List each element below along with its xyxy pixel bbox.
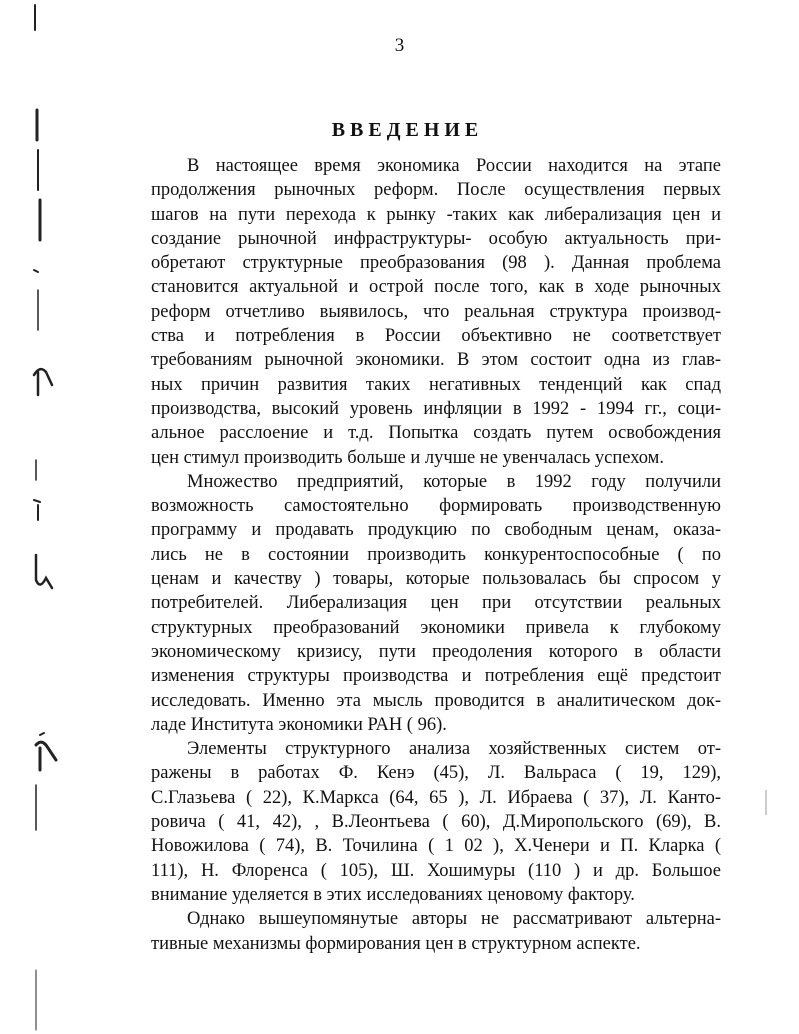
- text-line: ценам и качеству ) товары, которые пользовалась бы спросом у: [151, 569, 721, 590]
- text-line: реформ отчетливо выявилось, что реальная структура производ-: [151, 301, 721, 322]
- text-line: Новожилова ( 74), В. Точилина ( 1 02 ), Х.Ченери и П. Кларка (: [151, 836, 721, 857]
- page-title: ВВЕДЕНИЕ: [331, 119, 484, 141]
- text-line: возможность самостоятельно формировать производственную: [151, 496, 721, 517]
- text-line: обретают структурные преобразования (98 ). Данная проблема: [151, 253, 721, 274]
- text-line: продолжения рыночных реформ. После осуществления первых: [151, 180, 721, 201]
- text-line: исследовать. Именно эта мысль проводится в аналитическом док-: [151, 690, 721, 711]
- body-text: [151, 154, 721, 956]
- text-line: альное расслоение и т.д. Попытка создать путем освобождения: [151, 423, 721, 444]
- text-line: внимание уделяется в этих исследованиях ценовому фактору.: [151, 884, 635, 905]
- text-line: ровича ( 41, 42), , В.Леонтьева ( 60), Д.Миропольского (69), В.: [151, 812, 721, 833]
- text-line: ства и потребления в России объективно не соответствует: [151, 326, 721, 347]
- binding-margin-marks: [0, 0, 80, 1034]
- text-line: требованиям рыночной экономики. В этом состоит одна из глав-: [151, 350, 721, 371]
- text-line: экономическому кризису, пути преодоления которого в области: [151, 641, 721, 662]
- text-line: Множество предприятий, которые в 1992 году получили: [187, 471, 721, 492]
- text-line: структурных преобразований экономики привела к глубокому: [151, 617, 721, 638]
- text-line: программу и продавать продукцию по свободным ценам, оказа-: [151, 520, 721, 541]
- paragraph-2: [151, 470, 721, 737]
- paragraph-3: [151, 737, 721, 907]
- text-line: В настоящее время экономика России находится на этапе: [187, 156, 721, 176]
- right-margin-mark: [765, 790, 767, 815]
- text-line: ладе Института экономики РАН ( 96).: [151, 714, 447, 735]
- text-line: лись не в состоянии производить конкурентоспособные ( по: [151, 544, 721, 565]
- text-line: потребителей. Либерализация цен при отсутствии реальных: [151, 593, 721, 614]
- text-line: изменения структуры производства и потребления ещё предстоит: [151, 666, 721, 687]
- text-line: Однако вышеупомянутые авторы не рассматривают альтерна-: [187, 909, 721, 930]
- paragraph-1: [151, 154, 721, 470]
- text-line: 111), Н. Флоренса ( 105), Ш. Хошимуры (110 ) и др. Большое: [151, 860, 721, 881]
- text-line: производства, высокий уровень инфляции в 1992 - 1994 гг., соци-: [151, 398, 721, 419]
- text-line: цен стимул производить больше и лучше не увенчалась успехом.: [151, 447, 665, 468]
- page-number: 3: [394, 35, 405, 56]
- paragraph-4: [151, 907, 721, 956]
- text-line: С.Глазьева ( 22), К.Маркса (64, 65 ), Л. Ибраева ( 37), Л. Канто-: [151, 787, 721, 808]
- text-line: становится актуальной и острой после того, как в ходе рыночных: [151, 277, 721, 298]
- text-line: ных причин развития таких негативных тенденций как спад: [151, 374, 721, 395]
- text-line: создание рыночной инфраструктуры- особую актуальность при-: [151, 228, 721, 249]
- text-line: ражены в работах Ф. Кенэ (45), Л. Вальраса ( 19, 129),: [151, 763, 721, 784]
- text-line: Элементы структурного анализа хозяйственных систем от-: [187, 739, 721, 760]
- text-line: тивные механизмы формирования цен в структурном аспекте.: [151, 933, 641, 954]
- text-line: шагов на пути перехода к рынку -таких как либерализация цен и: [151, 204, 721, 225]
